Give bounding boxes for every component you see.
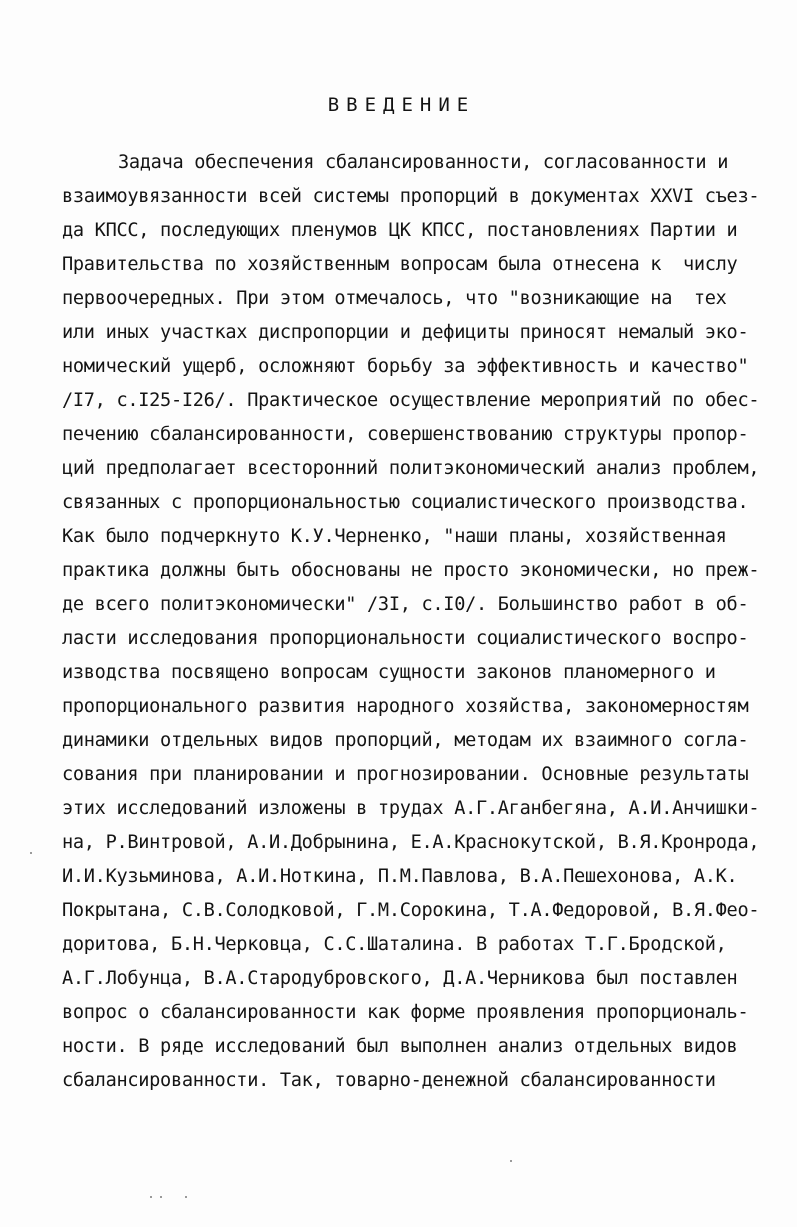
text-line: печению сбалансированности, совершенствованию структуры пропор-: [62, 424, 749, 445]
scan-speck: [185, 1196, 187, 1198]
text-line: или иных участках диспропорции и дефициты приносят немалый эко-: [62, 322, 749, 343]
text-line: да КПСС, последующих пленумов ЦК КПСС, постановлениях Партии и: [62, 220, 738, 241]
text-line: пропорционального развития народного хозяйства, закономерностям: [62, 696, 749, 717]
text-line: первоочередных. При этом отмечалось, что "возникающие на тех: [62, 288, 727, 309]
text-line: этих исследований изложены в трудах А.Г.Аганбегяна, А.И.Анчишки-: [62, 798, 760, 819]
text-line: Задача обеспечения сбалансированности, согласованности и: [118, 152, 729, 173]
text-line: на, Р.Винтровой, А.И.Добрынина, Е.А.Краснокутской, В.Я.Кронрода,: [62, 832, 760, 853]
text-line: А.Г.Лобунца, В.А.Стародубровского, Д.А.Черникова был поставлен: [62, 968, 738, 989]
text-line: Покрытана, С.В.Солодковой, Г.М.Сорокина, Т.А.Федоровой, В.Я.Фео-: [62, 900, 760, 921]
text-line: взаимоувязанности всей системы пропорций в документах XXVI съез-: [62, 186, 760, 207]
text-line: И.И.Кузьминова, А.И.Ноткина, П.М.Павлова, В.А.Пешехонова, А.К.: [62, 866, 738, 887]
text-line: Правительства по хозяйственным вопросам была отнесена к числу: [62, 254, 738, 275]
scan-speck: [160, 1196, 162, 1198]
text-line: Как было подчеркнуто К.У.Черненко, "наши планы, хозяйственная: [62, 526, 727, 547]
scan-speck: [510, 1160, 512, 1162]
text-line: ций предполагает всесторонний политэкономический анализ проблем,: [62, 458, 760, 479]
text-line: вопрос о сбалансированности как форме проявления пропорциональ-: [62, 1002, 749, 1023]
text-line: доритова, Б.Н.Черковца, С.С.Шаталина. В работах Т.Г.Бродской,: [62, 934, 727, 955]
text-line: сования при планировании и прогнозировании. Основные результаты: [62, 764, 749, 785]
text-line: ности. В ряде исследований был выполнен анализ отдельных видов: [62, 1036, 738, 1057]
body-text: [62, 146, 762, 1098]
scan-speck: [150, 1196, 152, 1198]
text-line: практика должны быть обоснованы не просто экономически, но преж-: [62, 560, 760, 581]
text-line: изводства посвящено вопросам сущности законов планомерного и: [62, 662, 716, 683]
text-line: сбалансированности. Так, товарно-денежной сбалансированности: [62, 1070, 716, 1091]
text-line: ласти исследования пропорциональности социалистического воспро-: [62, 628, 749, 649]
text-line: де всего политэкономически" /3I, с.I0/. Большинство работ в об-: [62, 594, 749, 615]
page-title: ВВЕДЕНИЕ: [327, 94, 476, 116]
text-line: динамики отдельных видов пропорций, методам их взаимного согла-: [62, 730, 749, 751]
scan-speck: [30, 852, 32, 854]
text-line: связанных с пропорциональностью социалистического производства.: [62, 492, 749, 513]
text-line: номический ущерб, осложняют борьбу за эффективность и качество": [62, 356, 749, 377]
text-line: /I7, с.I25-I26/. Практическое осуществление мероприятий по обес-: [62, 390, 760, 411]
